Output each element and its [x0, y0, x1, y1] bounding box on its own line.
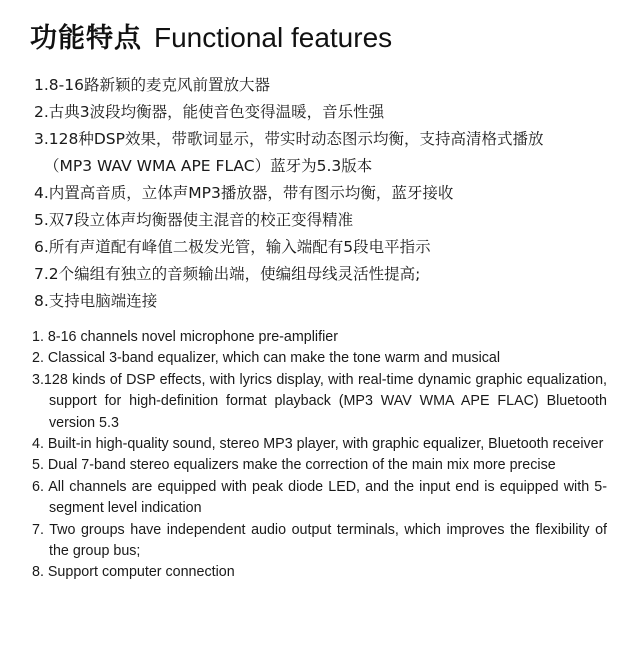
chinese-feature-text: 3.128种DSP效果，带歌词显示，带实时动态图示均衡，支持高清格式播放	[34, 130, 544, 148]
chinese-feature-item	[34, 234, 634, 261]
english-feature-item: 7. Two groups have independent audio output terminals, which improves the flexibility of the group bus;	[32, 521, 607, 560]
chinese-feature-text: 6.所有声道配有峰值二极发光管，输入端配有5段电平指示	[34, 238, 431, 256]
chinese-feature-text: 7.2个编组有独立的音频输出端，使编组母线灵活性提高;	[34, 265, 421, 283]
english-feature-item: 2. Classical 3-band equalizer, which can make the tone warm and musical	[32, 350, 501, 367]
chinese-feature-text: 2.古典3波段均衡器，能使音色变得温暖，音乐性强	[34, 103, 385, 121]
page-title-chinese: 功能特点	[30, 23, 142, 54]
chinese-feature-continuation: （MP3 WAV WMA APE FLAC）蓝牙为5.3版本	[44, 157, 373, 175]
english-feature-item: 6. All channels are equipped with peak diode LED, and the input end is equipped with 5-segment level indication	[32, 478, 607, 517]
english-feature-item: 1. 8-16 channels novel microphone pre-amplifier	[32, 329, 338, 345]
english-feature-item: 8. Support computer connection	[32, 564, 235, 581]
chinese-feature-item	[34, 261, 634, 288]
chinese-feature-list	[34, 72, 634, 315]
english-feature-list	[32, 327, 607, 584]
english-feature-item: 4. Built-in high-quality sound, stereo MP3 player, with graphic equalizer, Bluetooth receiver	[32, 436, 604, 453]
page-title	[30, 16, 392, 56]
chinese-feature-text: 8.支持电脑端连接	[34, 292, 158, 310]
chinese-feature-item	[34, 288, 634, 315]
chinese-feature-item	[34, 126, 634, 180]
english-feature-item: 3.128 kinds of DSP effects, with lyrics display, with real-time dynamic graphic equalization, support for high-definition format playback (MP3 WAV WMA APE FLAC) Bluetooth version 5.3	[32, 371, 607, 431]
chinese-feature-item	[34, 99, 634, 126]
chinese-feature-item	[34, 207, 634, 234]
chinese-feature-text: 4.内置高音质，立体声MP3播放器，带有图示均衡，蓝牙接收	[34, 184, 454, 202]
chinese-feature-item	[34, 72, 634, 99]
chinese-feature-text: 5.双7段立体声均衡器使主混音的校正变得精准	[34, 211, 354, 229]
chinese-feature-text: 1.8-16路新颖的麦克风前置放大器	[34, 76, 270, 94]
english-feature-item: 5. Dual 7-band stereo equalizers make the correction of the main mix more precise	[32, 457, 556, 474]
page-title-english: Functional features	[154, 22, 393, 53]
chinese-feature-item	[34, 180, 634, 207]
